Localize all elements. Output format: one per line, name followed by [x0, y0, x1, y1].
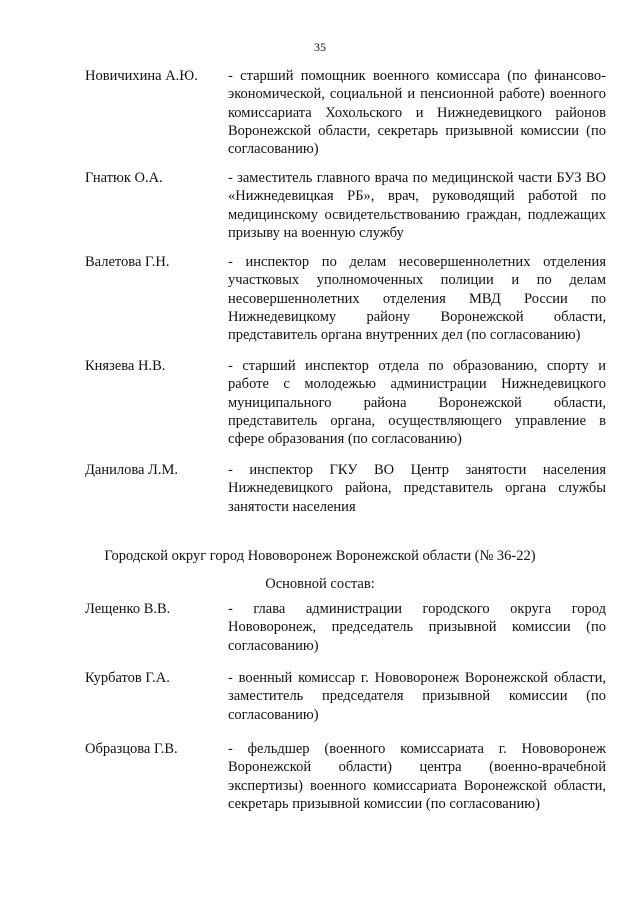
member-name: Князева Н.В. [85, 358, 166, 374]
member-role: - инспектор по делам несовершеннолетних отделения участковых уполномоченных полиции и по делам несовершеннолетних отделения МВД России по Нижнедевицкому району Воронежской области, представитель органа внутренних дел (по согласованию) [228, 254, 606, 344]
member-name: Новичихина А.Ю. [85, 68, 198, 84]
section-subtitle: Основной состав: [265, 576, 375, 592]
member-role: - старший инспектор отдела по образованию, спорту и работе с молодежью администрации Нижнедевицкого муниципального района Воронежской области, представитель органа, осуществляющего управление в сфере образования (по согласованию) [228, 358, 606, 448]
member-name: Лещенко В.В. [85, 601, 171, 617]
member-role: - военный комиссар г. Нововоронеж Воронежской области, заместитель председателя призывной комиссии (по согласованию) [228, 670, 606, 723]
member-name: Курбатов Г.А. [85, 670, 170, 686]
member-name: Данилова Л.М. [85, 462, 179, 478]
member-role: - глава администрации городского округа город Нововоронеж, председатель призывной комиссии (по согласованию) [228, 601, 606, 654]
member-role: - фельдшер (военного комиссариата г. Нововоронеж Воронежской области) центра (военно-врачебной экспертизы) военного комиссариата Воронежской области, секретарь призывной комиссии (по согласованию) [228, 741, 606, 812]
member-name: Валетова Г.Н. [85, 254, 170, 270]
member-name: Образцова Г.В. [85, 741, 178, 757]
member-role: - старший помощник военного комиссара (по финансово-экономической, социальной и пенсионной работе) военного комиссариата Хохольского и Нижнедевицкого районов Воронежской области, секретарь призывной комиссии (по согласованию) [228, 68, 606, 158]
member-role: - инспектор ГКУ ВО Центр занятости населения Нижнедевицкого района, представитель органа службы занятости населения [228, 462, 606, 515]
section-title: Городской округ город Нововоронеж Воронежской области (№ 36-22) [104, 548, 536, 564]
page-number: 35 [314, 40, 326, 54]
member-name: Гнатюк О.А. [85, 170, 163, 186]
member-role: - заместитель главного врача по медицинской части БУЗ ВО «Нижнедевицкая РБ», врач, руководящий работой по медицинскому освидетельствованию граждан, подлежащих призыву на военную службу [228, 170, 606, 241]
